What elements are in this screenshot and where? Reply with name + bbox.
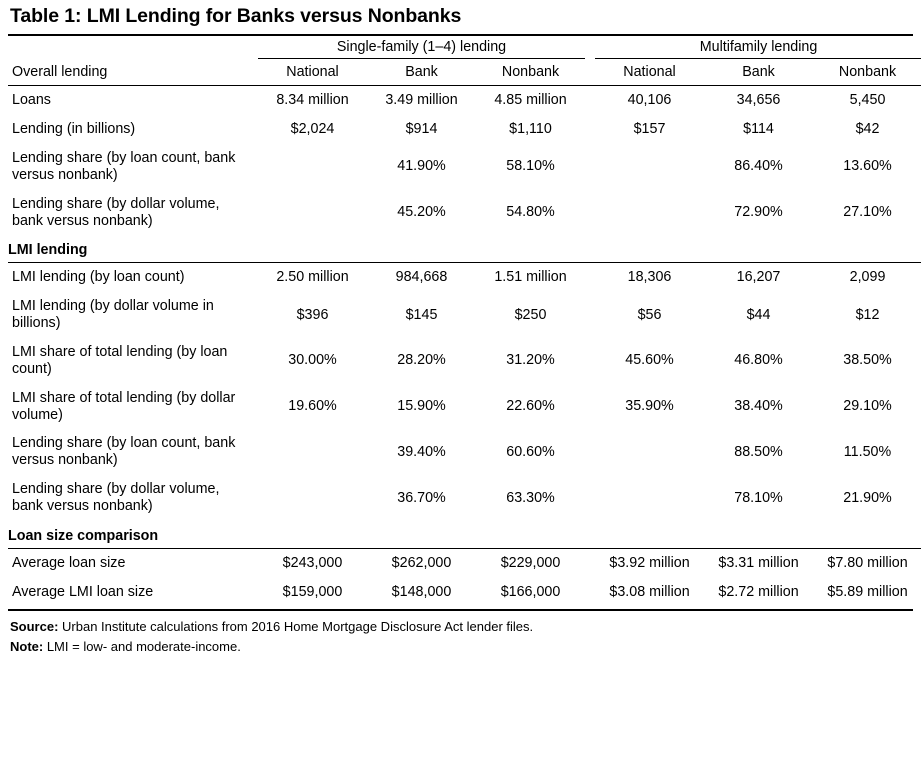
group-header-blank [8,36,258,58]
cell-gap [585,338,595,384]
general-note [10,638,911,659]
cell-sf-national: $243,000 [282,554,343,571]
cell-mf-national: $56 [637,306,662,323]
cell-mf-national [595,190,704,236]
cell-sf-national: 19.60% [288,398,337,415]
cell-mf-national: $3.08 million [609,583,690,600]
table-notes [8,611,913,660]
cell-mf-national: $3.92 million [609,554,690,571]
cell-sf-bank: 28.20% [397,352,446,369]
cell-sf-nonbank: 22.60% [506,398,555,415]
cell-mf-bank: 34,656 [736,92,781,109]
cell-sf-national [258,144,367,190]
cell-sf-nonbank: 58.10% [506,158,555,175]
group-header-single-family: Single-family (1–4) lending [258,36,585,58]
source-note [10,618,911,639]
cell-sf-nonbank: 54.80% [506,204,555,221]
row-label: Lending share (by dollar volume, bank versus nonbank) [12,481,220,515]
cell-mf-national: 45.60% [625,352,674,369]
cell-mf-nonbank: $7.80 million [827,554,908,571]
cell-mf-nonbank: 21.90% [843,489,892,506]
group-header-row [8,36,921,58]
row-label: LMI share of total lending (by dollar volume) [12,389,236,423]
cell-mf-nonbank: 11.50% [843,443,892,460]
cell-gap [585,190,595,236]
cell-sf-national: $396 [296,306,329,323]
cell-gap [585,384,595,430]
table-row [8,384,921,430]
cell-sf-national [258,190,367,236]
note-label: Note: [10,639,44,655]
cell-mf-national: 35.90% [625,398,674,415]
cell-mf-bank: 16,207 [736,269,781,286]
cell-gap [585,475,595,521]
note-text: LMI = low- and moderate-income. [43,639,241,655]
column-header-mf-national: National [595,58,704,85]
row-label: Average LMI loan size [12,583,154,600]
row-label: Lending share (by loan count, bank versus nonbank) [12,435,236,469]
cell-mf-national [595,144,704,190]
cell-mf-national [595,475,704,521]
table-row [8,144,921,190]
cell-mf-bank: $44 [746,306,771,323]
cell-mf-nonbank: 29.10% [843,398,892,415]
page-title: Table 1: LMI Lending for Banks versus Nonbanks [10,5,462,27]
source-label: Source: [10,618,59,634]
cell-gap [585,292,595,338]
cell-mf-nonbank: $42 [855,121,880,138]
cell-sf-nonbank: 4.85 million [494,92,567,109]
row-label: Lending share (by dollar volume, bank versus nonbank) [12,195,220,229]
cell-sf-nonbank: $166,000 [500,583,561,600]
column-header-overall-lending: Overall lending [8,58,258,85]
table-row [8,338,921,384]
cell-sf-bank: 15.90% [397,398,446,415]
cell-mf-national: 40,106 [627,92,672,109]
cell-mf-national: 18,306 [627,269,672,286]
table-row [8,190,921,236]
cell-sf-national [258,475,367,521]
cell-mf-nonbank: 5,450 [849,92,886,109]
cell-sf-bank: $148,000 [391,583,452,600]
cell-mf-bank: 78.10% [734,489,783,506]
row-label: Lending (in billions) [12,121,136,138]
cell-mf-bank: 88.50% [734,443,783,460]
cell-mf-bank: 72.90% [734,204,783,221]
table-row [8,429,921,475]
cell-sf-bank: $262,000 [391,554,452,571]
cell-sf-national: 2.50 million [276,269,349,286]
row-label: Loans [12,92,51,109]
cell-gap [585,115,595,144]
cell-sf-national: 8.34 million [276,92,349,109]
row-label: LMI lending (by loan count) [12,269,185,286]
cell-sf-bank: 41.90% [397,158,446,175]
section-heading-loan-size-comparison: Loan size comparison [8,521,921,549]
cell-mf-bank: 46.80% [734,352,783,369]
section-heading-row [8,521,921,549]
cell-mf-nonbank: 27.10% [843,204,892,221]
group-header-multifamily: Multifamily lending [595,36,921,58]
cell-sf-national: $2,024 [290,121,335,138]
column-header-sf-nonbank: Nonbank [476,58,585,85]
table-row [8,115,921,144]
column-header-mf-bank: Bank [704,58,813,85]
lmi-lending-table [8,36,921,606]
cell-mf-national [595,429,704,475]
cell-sf-nonbank: 60.60% [506,443,555,460]
cell-sf-bank: $145 [405,306,438,323]
group-header-gap [585,36,595,58]
cell-gap [585,578,595,607]
cell-mf-nonbank: 2,099 [849,269,886,286]
cell-sf-national: $159,000 [282,583,343,600]
column-header-gap [585,58,595,85]
cell-gap [585,86,595,115]
table-row [8,578,921,607]
cell-sf-nonbank: $1,110 [509,121,552,138]
cell-mf-nonbank: $5.89 million [827,583,908,600]
section-heading-lmi-lending: LMI lending [8,235,921,263]
column-header-row [8,58,921,85]
cell-mf-bank: $3.31 million [718,554,799,571]
cell-mf-nonbank: 38.50% [843,352,892,369]
cell-sf-bank: 3.49 million [385,92,458,109]
cell-sf-nonbank: $250 [514,306,547,323]
cell-mf-bank: $2.72 million [718,583,799,600]
cell-sf-national: 30.00% [288,352,337,369]
source-text: Urban Institute calculations from 2016 Home Mortgage Disclosure Act lender files. [58,618,534,634]
cell-sf-bank: 36.70% [397,489,446,506]
cell-sf-bank: 39.40% [397,443,446,460]
cell-gap [585,263,595,292]
cell-sf-nonbank: $229,000 [500,554,561,571]
table-row [8,86,921,115]
row-label: LMI share of total lending (by loan count) [12,344,228,377]
cell-sf-bank: $914 [405,121,438,138]
column-header-sf-bank: Bank [367,58,476,85]
cell-sf-nonbank: 63.30% [506,489,555,506]
cell-gap [585,548,595,577]
cell-sf-bank: 984,668 [395,269,448,286]
table-row [8,475,921,521]
cell-sf-nonbank: 31.20% [506,352,555,369]
cell-mf-nonbank: 13.60% [843,158,892,175]
column-header-sf-national: National [258,58,367,85]
cell-mf-bank: $114 [743,121,774,138]
cell-sf-nonbank: 1.51 million [494,269,567,286]
table-row [8,292,921,338]
row-label: Average loan size [12,554,126,571]
section-heading-row [8,235,921,263]
table-row [8,548,921,577]
cell-mf-bank: 38.40% [734,398,783,415]
table-row [8,263,921,292]
row-label: Lending share (by loan count, bank versus nonbank) [12,150,236,183]
cell-gap [585,144,595,190]
cell-mf-bank: 86.40% [734,158,783,175]
cell-mf-national: $157 [633,121,666,138]
column-header-mf-nonbank: Nonbank [813,58,921,85]
cell-mf-nonbank: $12 [855,306,880,323]
cell-sf-national [258,429,367,475]
cell-sf-bank: 45.20% [397,204,446,221]
cell-gap [585,429,595,475]
row-label: LMI lending (by dollar volume in billions) [12,298,214,332]
